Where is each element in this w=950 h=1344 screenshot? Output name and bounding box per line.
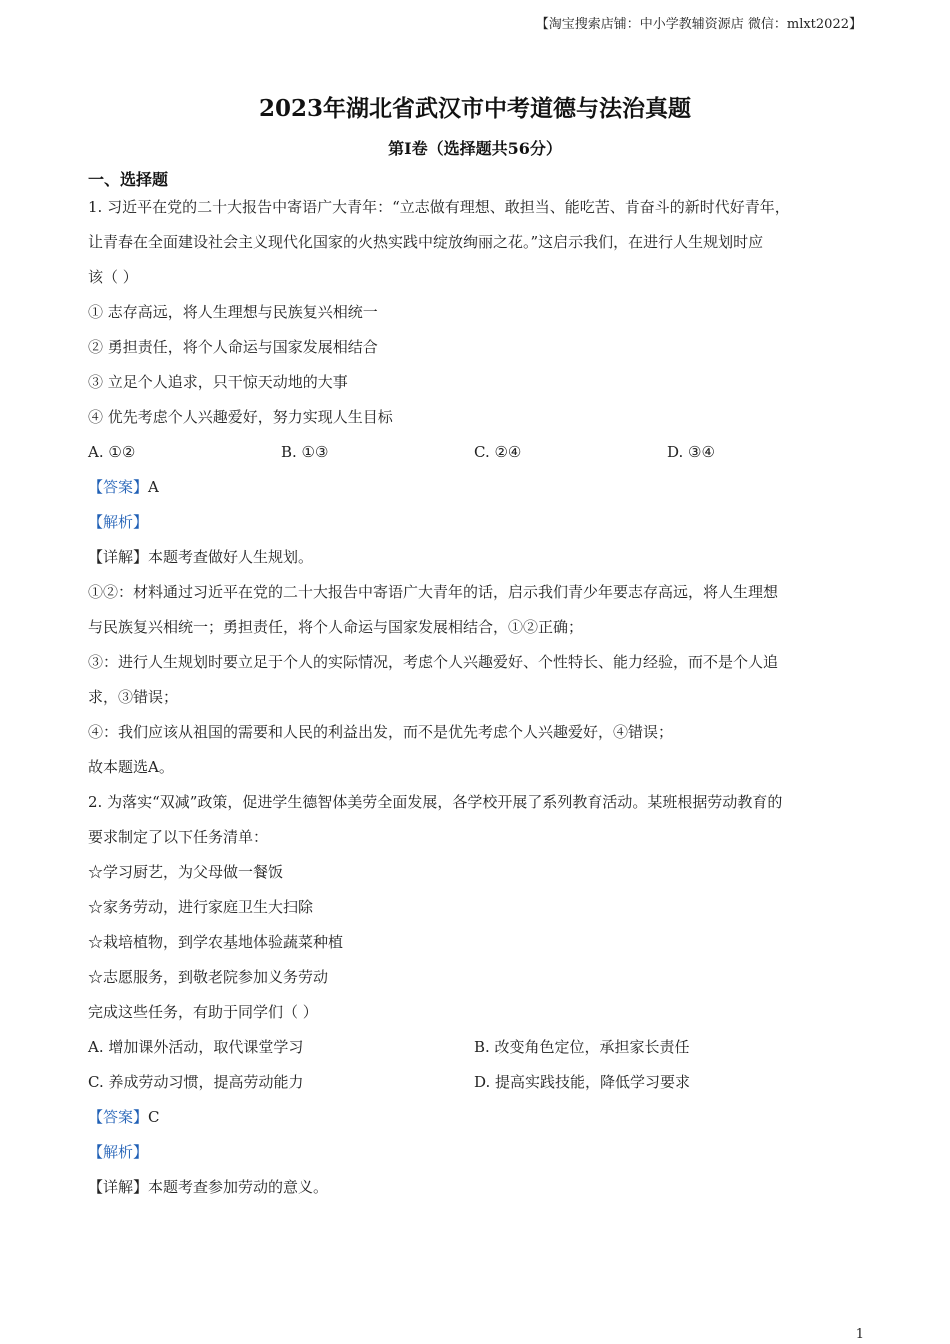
q2-item: ☆学习厨艺，为父母做一餐饭 [88, 863, 284, 881]
q2-option-d: D. 提高实践技能，降低学习要求 [474, 1073, 691, 1091]
q1-detail-line: 故本题选A。 [88, 758, 174, 776]
q2-item: ☆志愿服务，到敬老院参加义务劳动 [88, 968, 329, 986]
q1-options [88, 435, 860, 470]
q1-option-b: B. ①③ [281, 443, 329, 461]
q1-stem-line: 该（ ） [88, 268, 138, 286]
q1-option-d: D. ③④ [667, 443, 715, 461]
q1-stem-line: 1. 习近平在党的二十大报告中寄语广大青年：“立志做有理想、敢担当、能吃苦、肯奋斗的新时代好青年， [88, 198, 790, 216]
q1-answer [88, 470, 860, 505]
section-heading: 一、选择题 [88, 170, 169, 189]
q1-detail-line: 与民族复兴相统一；勇担责任，将个人命运与国家发展相结合，①②正确； [88, 618, 584, 636]
page-header-note: 【淘宝搜索店铺：中小学教辅资源店 微信：mlxt2022】 [535, 17, 862, 32]
q1-answer-value: A [148, 478, 159, 496]
q1-item: ① 志存高远，将人生理想与民族复兴相统一 [88, 303, 378, 321]
q1-detail-line: ④：我们应该从祖国的需要和人民的利益出发，而不是优先考虑个人兴趣爱好，④错误； [88, 723, 674, 741]
q1-item: ② 勇担责任，将个人命运与国家发展相结合 [88, 338, 378, 356]
q1-item: ④ 优先考虑个人兴趣爱好，努力实现人生目标 [88, 408, 393, 426]
q2-option-c: C. 养成劳动习惯，提高劳动能力 [88, 1073, 304, 1091]
document-title: 2023年湖北省武汉市中考道德与法治真题 [258, 95, 691, 122]
page-number: 1 [855, 1327, 864, 1342]
q2-detail-line: 【详解】本题考查参加劳动的意义。 [88, 1178, 329, 1196]
q2-answer [88, 1100, 860, 1135]
q2-stem-line: 要求制定了以下任务清单： [88, 828, 269, 846]
q2-options-row [88, 1065, 860, 1100]
q1-stem-line: 让青春在全面建设社会主义现代化国家的火热实践中绽放绚丽之花。”这启示我们，在进行人生规划时应 [88, 233, 764, 251]
document-subtitle: 第I卷（选择题共56分） [388, 139, 562, 158]
q2-stem-line: 2. 为落实“双减”政策，促进学生德智体美劳全面发展，各学校开展了系列教育活动。某班根据劳动教育的 [88, 793, 783, 811]
document-body [88, 190, 860, 1205]
q2-item: ☆家务劳动，进行家庭卫生大扫除 [88, 898, 314, 916]
analysis-tag: 【解析】 [88, 513, 149, 531]
answer-tag: 【答案】 [88, 478, 149, 496]
q2-item: ☆栽培植物，到学农基地体验蔬菜种植 [88, 933, 344, 951]
q1-item: ③ 立足个人追求，只干惊天动地的大事 [88, 373, 348, 391]
answer-tag: 【答案】 [88, 1108, 149, 1126]
q1-detail-line: 求，③错误； [88, 688, 179, 706]
q1-detail-line: ③：进行人生规划时要立足于个人的实际情况，考虑个人兴趣爱好、个性特长、能力经验，而不是个人追 [88, 653, 779, 671]
analysis-tag: 【解析】 [88, 1143, 149, 1161]
q1-option-a: A. ①② [88, 443, 136, 461]
q1-option-c: C. ②④ [474, 443, 522, 461]
q2-option-b: B. 改变角色定位，承担家长责任 [474, 1038, 690, 1056]
q1-detail-line: ①②：材料通过习近平在党的二十大报告中寄语广大青年的话，启示我们青少年要志存高远，将人生理想 [88, 583, 779, 601]
q2-analysis [88, 1135, 860, 1170]
q2-question: 完成这些任务，有助于同学们（ ） [88, 1003, 318, 1021]
q1-detail-line: 【详解】本题考查做好人生规划。 [88, 548, 314, 566]
q1-analysis [88, 505, 860, 540]
q2-option-a: A. 增加课外活动，取代课堂学习 [88, 1038, 304, 1056]
q2-answer-value: C [148, 1108, 160, 1126]
q2-options-row [88, 1030, 860, 1065]
